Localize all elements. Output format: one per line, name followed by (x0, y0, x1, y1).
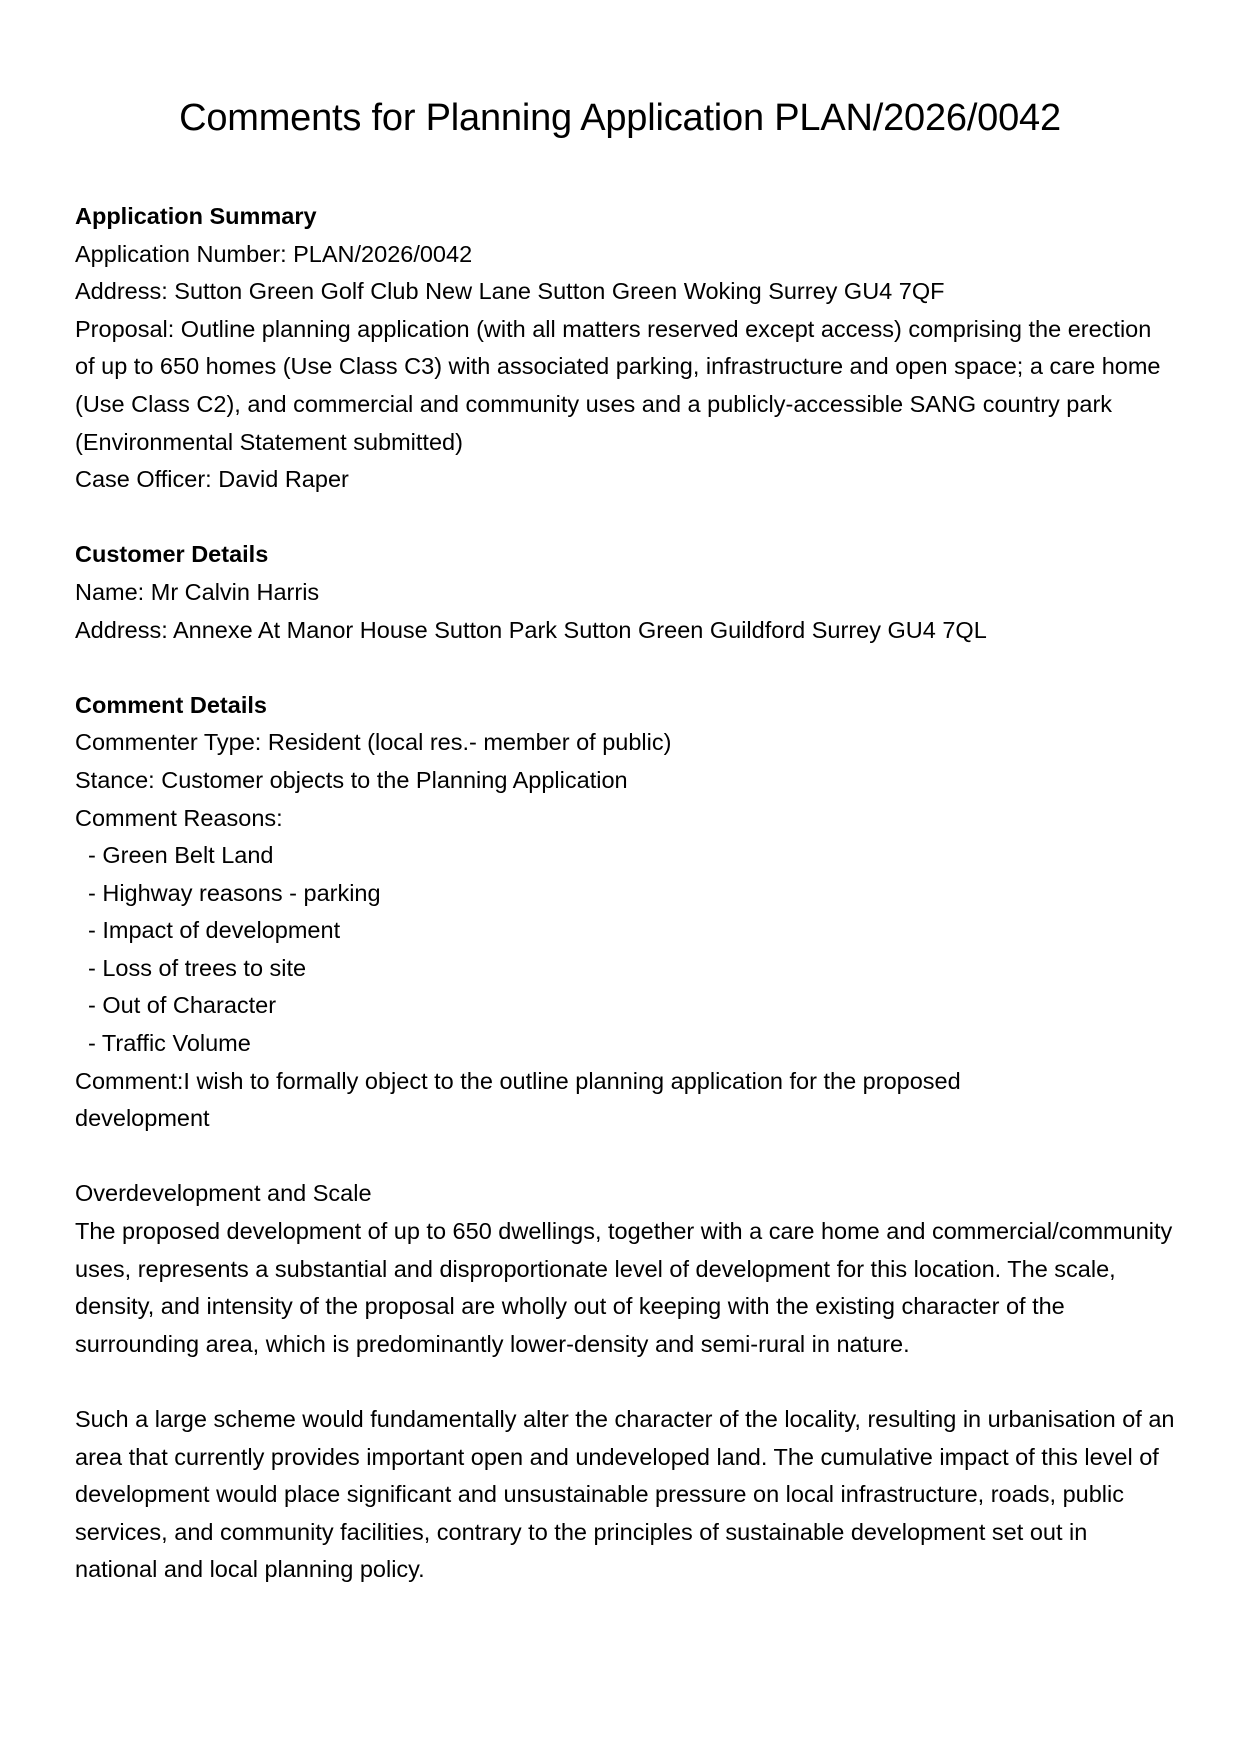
case-officer: Case Officer: David Raper (75, 466, 349, 493)
comment-reason-item: - Loss of trees to site (88, 954, 307, 981)
customer-name: Name: Mr Calvin Harris (75, 578, 320, 605)
comment-reason-item: - Highway reasons - parking (88, 879, 381, 906)
comment-paragraph-2: Such a large scheme would fundamentally alter the character of the locality, resulting in urbanisation of an area that currently provides important open and undeveloped land. The cumulative impact of this level of development would place significant and unsustainable pressure on local infrastructure, roads, public services, and community facilities, contrary to the principles of sustainable development set out in national and local planning policy. (75, 1406, 1175, 1583)
comment-details-heading: Comment Details (75, 691, 267, 718)
customer-address: Address: Annexe At Manor House Sutton Park Sutton Green Guildford Surrey GU4 7QL (75, 616, 987, 643)
spacer (75, 1363, 1175, 1401)
comment-reason-item: - Out of Character (88, 992, 277, 1019)
stance: Stance: Customer objects to the Planning Application (75, 766, 628, 793)
comment-text: Comment:I wish to formally object to the outline planning application for the proposed development (75, 1067, 961, 1132)
spacer (75, 649, 1175, 687)
page-title: Comments for Planning Application PLAN/2026/0042 (179, 97, 1061, 139)
comment-paragraph-1: The proposed development of up to 650 dwellings, together with a care home and commercial/community uses, represents a substantial and disproportionate level of development for this location. The scale, density, and intensity of the proposal are wholly out of keeping with the existing character of the surrounding area, which is predominantly lower-density and semi-rural in nature. (75, 1218, 1173, 1357)
application-address: Address: Sutton Green Golf Club New Lane Sutton Green Woking Surrey GU4 7QF (75, 278, 945, 305)
document-body (75, 198, 1175, 1589)
commenter-type: Commenter Type: Resident (local res.- member of public) (75, 729, 672, 756)
application-number: Application Number: PLAN/2026/0042 (75, 240, 473, 267)
comment-reasons-label: Comment Reasons: (75, 804, 283, 831)
comment-subheading: Overdevelopment and Scale (75, 1180, 372, 1207)
spacer (75, 1138, 1175, 1176)
comment-reason-item: - Green Belt Land (88, 842, 274, 869)
comment-reason-item: - Traffic Volume (88, 1030, 251, 1057)
comment-reason-item: - Impact of development (88, 917, 341, 944)
customer-details-heading: Customer Details (75, 541, 269, 568)
application-summary-heading: Application Summary (75, 203, 317, 229)
spacer (75, 499, 1175, 537)
application-proposal: Proposal: Outline planning application (with all matters reserved except access) comprising the erection of up to 650 homes (Use Class C3) with associated parking, infrastructure and open space; a care home (Use Class C2), and commercial and community uses and a publicly-accessible SANG country park (Environmental Statement submitted) (75, 315, 1161, 455)
